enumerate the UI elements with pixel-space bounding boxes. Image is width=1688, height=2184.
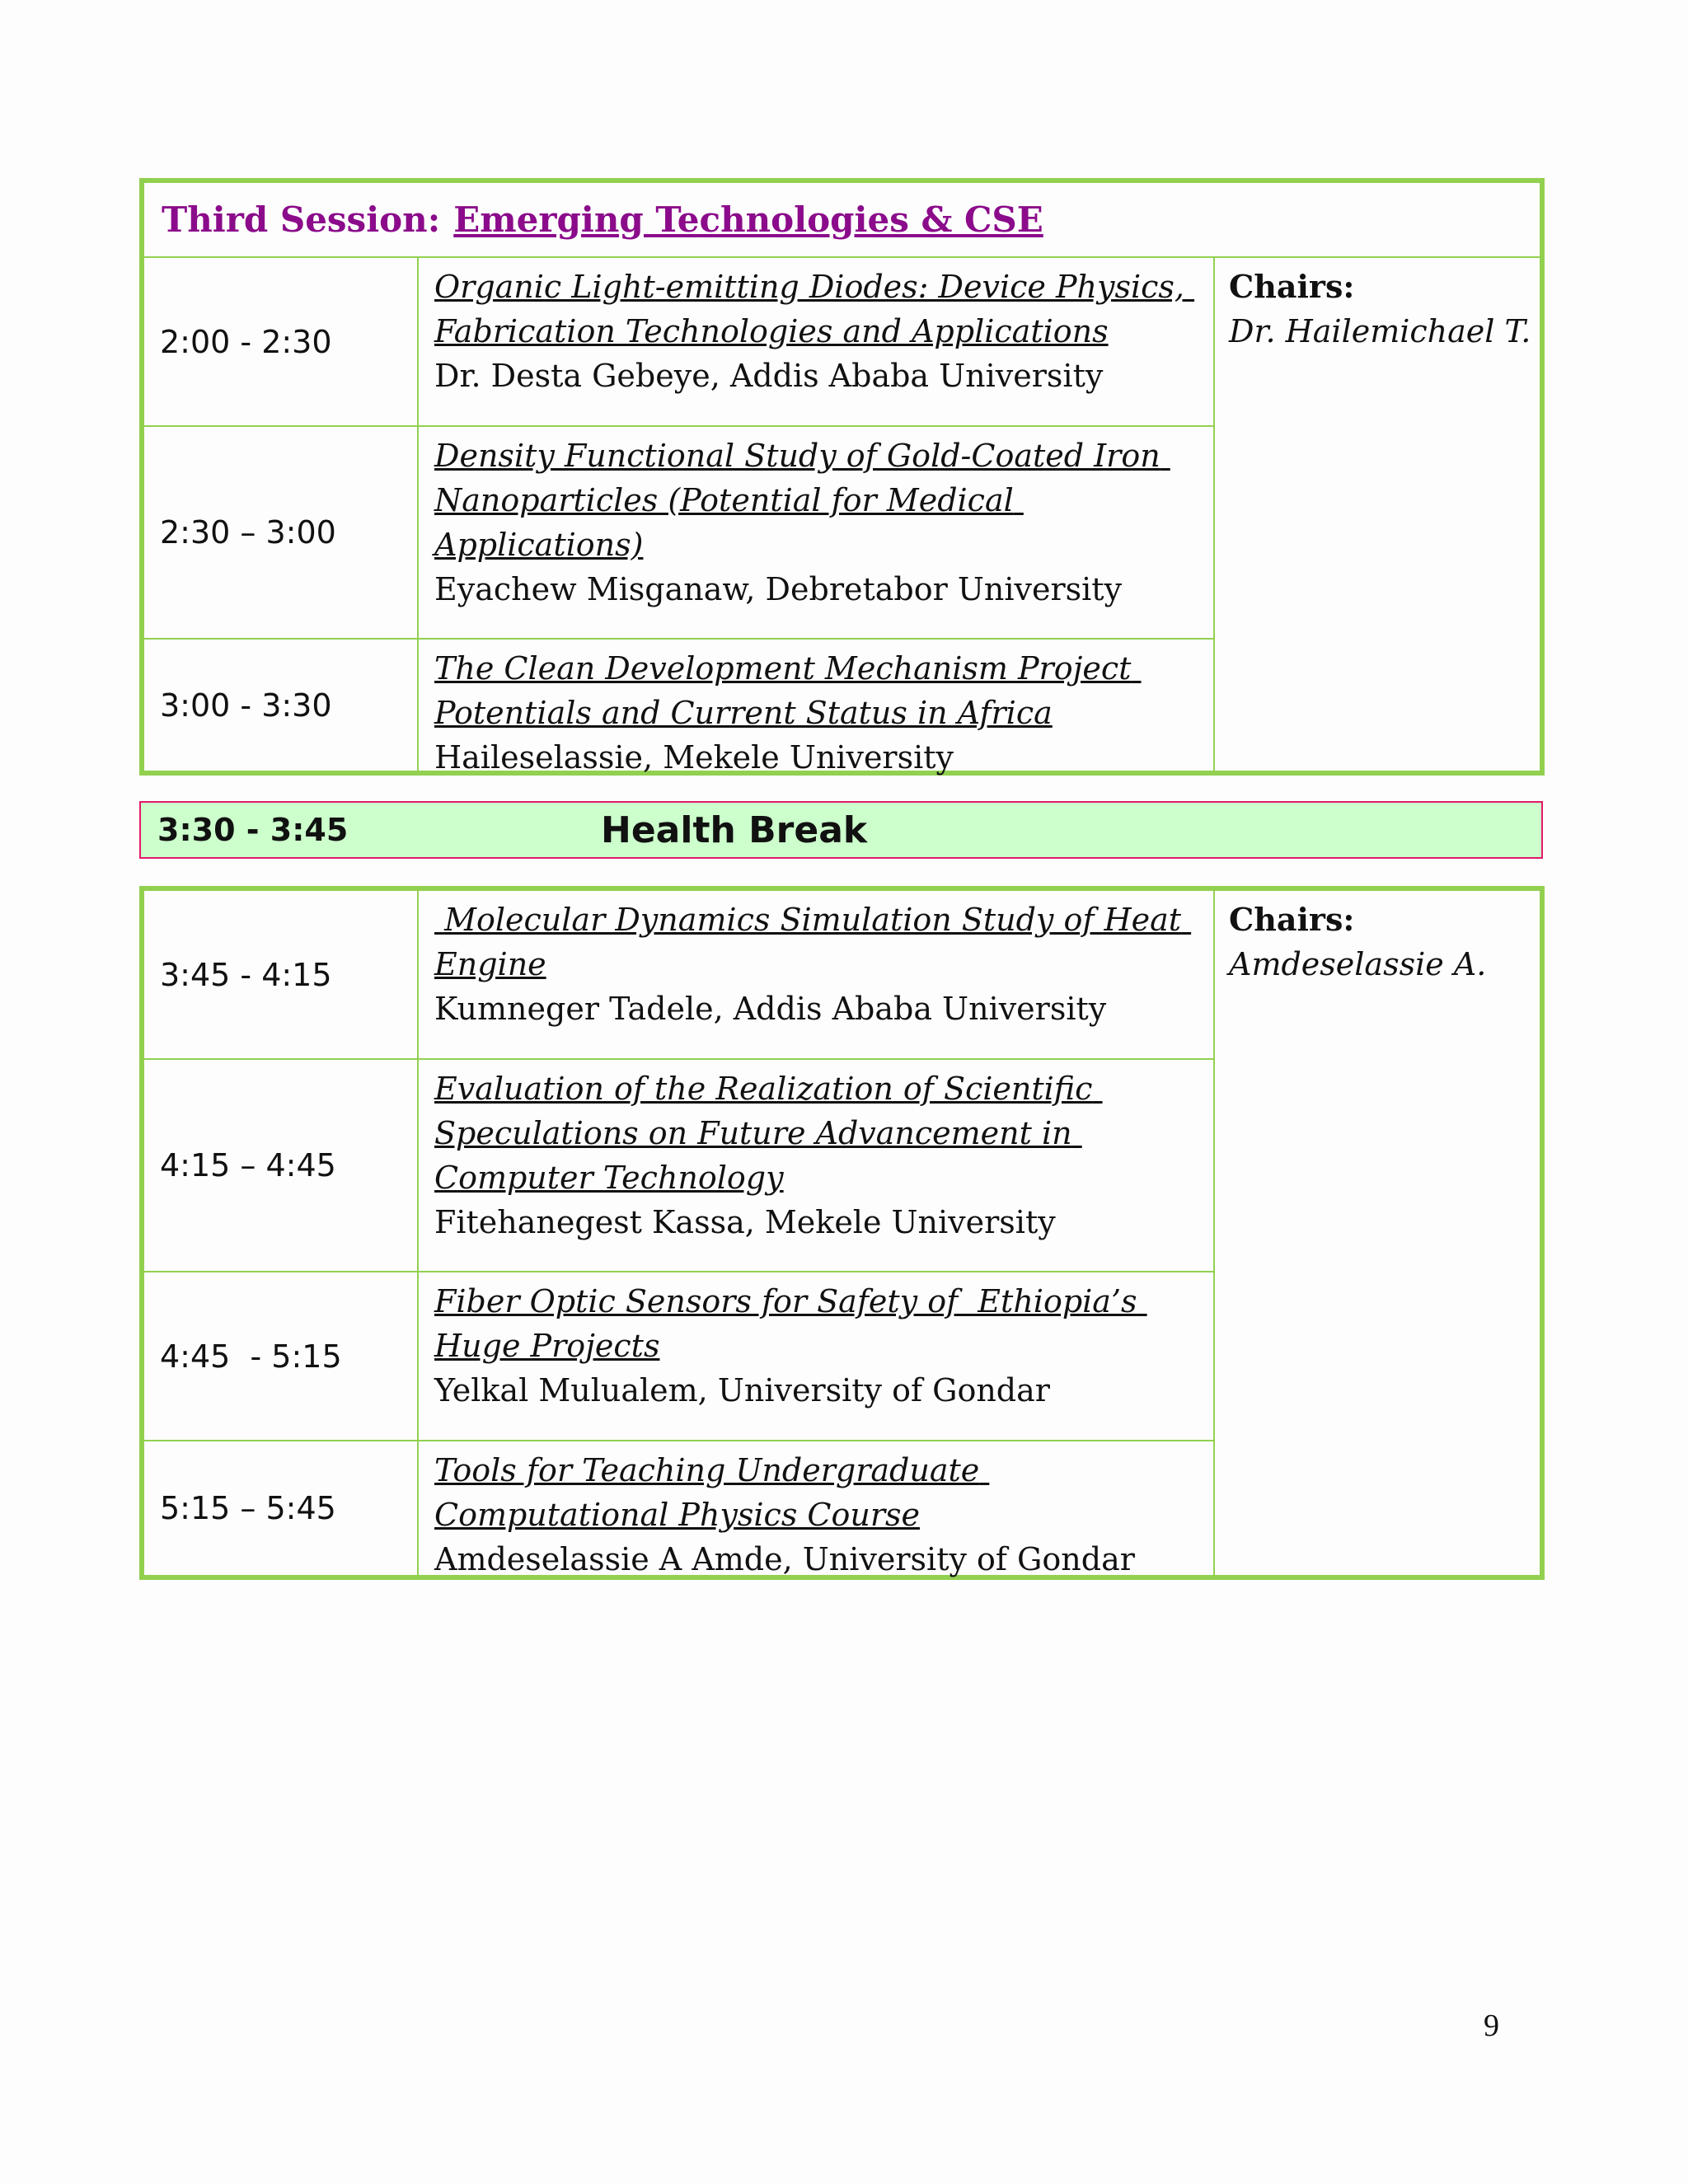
session-four-table (139, 886, 1545, 1580)
talk-title: Density Functional Study of Gold-Coated Iron Nanoparticles (Potential for Medical Applications) (434, 438, 1170, 563)
time-slot: 3:45 - 4:15 (144, 891, 419, 1058)
schedule-row (144, 1441, 1213, 1575)
session-topic: Emerging Technologies & CSE (453, 199, 1043, 240)
health-break-label: Health Break (601, 808, 868, 851)
page-number: 9 (1484, 2008, 1499, 2043)
schedule-row (144, 891, 1213, 1060)
talk-cell (419, 427, 1213, 638)
talk-cell (419, 891, 1213, 1058)
talk-speaker: Dr. Desta Gebeye, Addis Ababa University (434, 358, 1104, 394)
talk-title: Fiber Optic Sensors for Safety of Ethiopia’s Huge Projects (434, 1283, 1147, 1364)
time-slot: 5:15 – 5:45 (144, 1441, 419, 1575)
schedule-row (144, 1272, 1213, 1441)
talk-cell (419, 1272, 1213, 1440)
session-three-table (139, 178, 1545, 776)
talk-speaker: Eyachew Misganaw, Debretabor University (434, 571, 1123, 607)
chairs-name: Dr. Hailemichael T. (1229, 313, 1531, 349)
talk-title: Tools for Teaching Undergraduate Computational Physics Course (434, 1452, 990, 1533)
talk-title: Molecular Dynamics Simulation Study of Heat Engine (434, 902, 1192, 982)
time-slot: 2:30 – 3:00 (144, 427, 419, 638)
talk-title: Evaluation of the Realization of Scientific Speculations on Future Advancement in Computer Technology (434, 1071, 1103, 1196)
chairs-label: Chairs: (1229, 268, 1355, 305)
time-slot: 2:00 - 2:30 (144, 258, 419, 425)
chairs-cell (1213, 258, 1540, 771)
health-break-time: 3:30 - 3:45 (157, 812, 349, 848)
time-slot: 4:15 – 4:45 (144, 1060, 419, 1271)
session-label: Third Session: (162, 199, 441, 240)
talk-cell (419, 1441, 1213, 1575)
session-header (144, 183, 1540, 258)
chairs-label: Chairs: (1229, 901, 1355, 938)
talk-cell (419, 1060, 1213, 1271)
talk-cell (419, 640, 1213, 776)
talk-cell (419, 258, 1213, 425)
schedule-row (144, 640, 1213, 776)
talk-speaker: Kumneger Tadele, Addis Ababa University (434, 991, 1107, 1027)
talk-title: The Clean Development Mechanism Project Potentials and Current Status in Africa (434, 650, 1142, 731)
chairs-cell (1213, 891, 1540, 1575)
talk-title: Organic Light-emitting Diodes: Device Physics, Fabrication Technologies and Applications (434, 269, 1195, 349)
schedule-row (144, 1060, 1213, 1272)
schedule-row (144, 427, 1213, 640)
schedule-row (144, 258, 1213, 427)
time-slot: 4:45 - 5:15 (144, 1272, 419, 1440)
chairs-name: Amdeselassie A. (1229, 946, 1487, 982)
talk-speaker: Fitehanegest Kassa, Mekele University (434, 1204, 1056, 1240)
talk-speaker: Yelkal Mulualem, University of Gondar (434, 1372, 1050, 1408)
talk-speaker: Haileselassie, Mekele University (434, 739, 954, 776)
health-break-bar (139, 801, 1543, 859)
time-slot: 3:00 - 3:30 (144, 640, 419, 771)
talk-speaker: Amdeselassie A Amde, University of Gondar (434, 1541, 1135, 1577)
